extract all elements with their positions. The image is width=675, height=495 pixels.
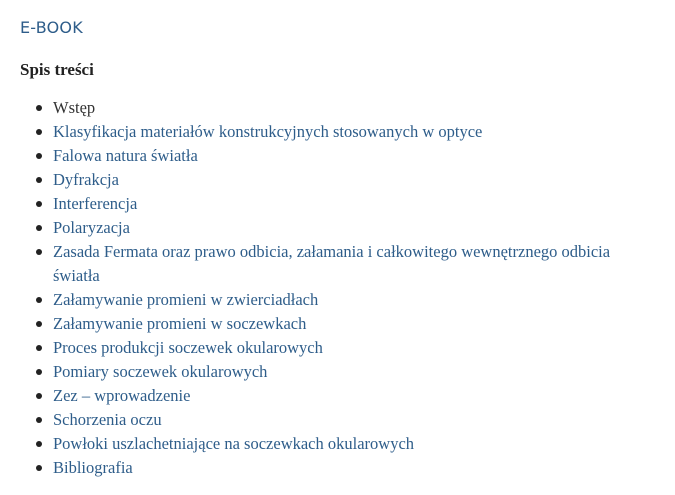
- toc-item: [53, 384, 628, 408]
- toc-item-link[interactable]: Klasyfikacja materiałów konstrukcyjnych stosowanych w optyce: [53, 122, 483, 141]
- bullet-icon: [36, 225, 42, 231]
- toc-item-link[interactable]: Zasada Fermata oraz prawo odbicia, załamania i całkowitego wewnętrznego odbicia światła: [53, 242, 611, 285]
- toc-item-link[interactable]: Proces produkcji soczewek okularowych: [53, 338, 323, 357]
- toc-item-link[interactable]: Bibliografia: [53, 458, 133, 477]
- toc-item-link[interactable]: Pomiary soczewek okularowych: [53, 362, 268, 381]
- bullet-icon: [36, 249, 42, 255]
- toc-item: [53, 456, 628, 480]
- toc-item: [53, 168, 628, 192]
- toc-item: [53, 120, 628, 144]
- bullet-icon: [36, 153, 42, 159]
- bullet-icon: [36, 465, 42, 471]
- bullet-icon: [36, 393, 42, 399]
- bullet-icon: [36, 417, 42, 423]
- toc-item: [53, 192, 628, 216]
- toc-item: [53, 336, 628, 360]
- toc-item: [53, 240, 628, 288]
- toc-item: [53, 288, 628, 312]
- toc-item-link[interactable]: Interferencja: [53, 194, 138, 213]
- bullet-icon: [36, 321, 42, 327]
- bullet-icon: [36, 297, 42, 303]
- toc-item-current: Wstęp: [53, 98, 96, 117]
- toc-item: [53, 408, 628, 432]
- bullet-icon: [36, 369, 42, 375]
- toc-item-link[interactable]: Powłoki uszlachetniające na soczewkach okularowych: [53, 434, 415, 453]
- toc-item: [53, 360, 628, 384]
- toc-item-link[interactable]: Załamywanie promieni w zwierciadłach: [53, 290, 319, 309]
- bullet-icon: [36, 345, 42, 351]
- toc-item: [53, 312, 628, 336]
- ebook-content: [20, 17, 660, 480]
- toc-item-link[interactable]: Schorzenia oczu: [53, 410, 162, 429]
- toc-item: [53, 96, 628, 120]
- toc-item-link[interactable]: Załamywanie promieni w soczewkach: [53, 314, 307, 333]
- bullet-icon: [36, 201, 42, 207]
- toc-item-link[interactable]: Falowa natura światła: [53, 146, 198, 165]
- toc-heading: Spis treści: [20, 60, 94, 79]
- bullet-icon: [36, 177, 42, 183]
- ebook-link[interactable]: E-BOOK: [20, 18, 83, 37]
- toc-item-link[interactable]: Zez – wprowadzenie: [53, 386, 191, 405]
- toc-item-link[interactable]: Dyfrakcja: [53, 170, 119, 189]
- bullet-icon: [36, 129, 42, 135]
- toc-item: [53, 144, 628, 168]
- toc-item: [53, 216, 628, 240]
- bullet-icon: [36, 441, 42, 447]
- bullet-icon: [36, 105, 42, 111]
- toc-list: [20, 96, 660, 480]
- toc-item-link[interactable]: Polaryzacja: [53, 218, 130, 237]
- toc-item: [53, 432, 628, 456]
